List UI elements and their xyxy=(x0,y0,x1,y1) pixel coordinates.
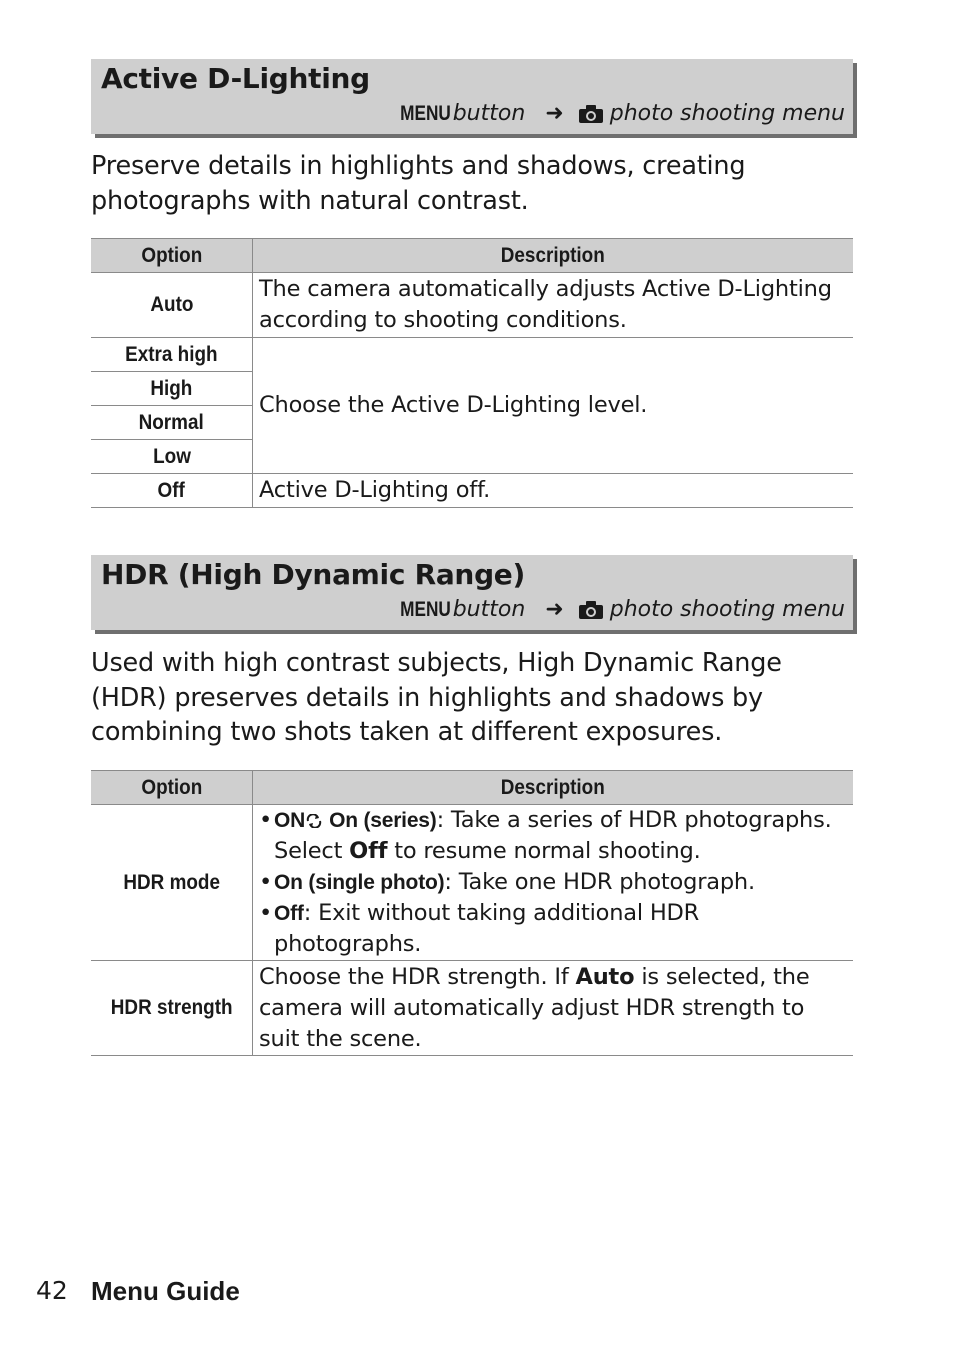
option-label: Normal xyxy=(138,410,205,434)
column-header-option xyxy=(91,771,253,805)
bullet-text: : Exit without taking additional HDR photographs. xyxy=(274,900,700,957)
section-header-active-d-lighting xyxy=(91,59,853,134)
table-row xyxy=(91,474,853,508)
column-header-description xyxy=(253,771,854,805)
table-row xyxy=(91,273,853,338)
list-item xyxy=(259,867,847,898)
table-row xyxy=(91,961,853,1056)
bullet-continuation-end: to resume normal shooting. xyxy=(387,838,701,864)
menu-path-menu-name: photo shooting menu xyxy=(609,597,845,622)
description-text: Choose the HDR strength. If xyxy=(259,963,576,990)
bullet-list xyxy=(259,805,847,960)
bullet-term: On (series) xyxy=(329,809,437,832)
menu-path-button-text: button xyxy=(452,597,526,622)
bullet-text: : Take one HDR photograph. xyxy=(444,869,755,895)
column-header-option xyxy=(91,239,253,273)
column-header-description-label: Description xyxy=(501,775,605,799)
table-row xyxy=(91,338,853,372)
hdr-series-icon-text: ON xyxy=(274,809,306,832)
option-cell xyxy=(91,474,253,508)
description-cell: Active D-Lighting off. xyxy=(253,474,854,508)
column-header-description-label: Description xyxy=(501,243,605,267)
menu-button-icon: MENU xyxy=(400,101,451,125)
description-cell: Choose the Active D-Lighting level. xyxy=(253,338,854,474)
description-text-end: is selected, the camera will automatically adjust HDR strength to suit the scene. xyxy=(259,963,810,1052)
hdr-series-icon xyxy=(274,809,322,832)
list-item xyxy=(259,898,847,960)
option-cell xyxy=(91,372,253,406)
column-header-option-label: Option xyxy=(141,243,202,267)
section-title: HDR (High Dynamic Range) xyxy=(101,558,525,591)
option-label: Low xyxy=(152,444,191,468)
option-cell xyxy=(91,273,253,338)
option-label: Off xyxy=(157,478,186,502)
bullet-term: On (single photo) xyxy=(274,871,445,894)
option-cell xyxy=(91,805,253,961)
section-intro: Preserve details in highlights and shadows, creating photographs with natural contrast. xyxy=(91,151,746,216)
option-label: HDR strength xyxy=(110,996,233,1019)
option-label: Extra high xyxy=(125,342,218,366)
camera-icon xyxy=(578,600,604,620)
arrow-right-icon: ➜ xyxy=(545,101,564,126)
arrow-right-icon: ➜ xyxy=(545,597,564,622)
description-cell xyxy=(253,805,854,961)
description-cell xyxy=(253,961,854,1056)
option-label: High xyxy=(150,376,193,400)
menu-path xyxy=(389,597,845,622)
menu-button-icon: MENU xyxy=(400,597,451,621)
section-title: Active D-Lighting xyxy=(101,62,370,95)
bullet-continuation-bold: Off xyxy=(349,838,388,864)
column-header-option-label: Option xyxy=(141,775,202,799)
option-cell xyxy=(91,961,253,1056)
section-header-hdr xyxy=(91,555,853,630)
description-bold: Auto xyxy=(575,963,635,990)
column-header-description xyxy=(253,239,854,273)
list-item xyxy=(259,805,847,867)
section-intro: Used with high contrast subjects, High Dynamic Range (HDR) preserves details in highlights and shadows by combining two shots taken at different exposures. xyxy=(91,648,782,747)
menu-path-button-text: button xyxy=(452,101,526,126)
bullet-term: Off xyxy=(274,902,304,925)
option-cell xyxy=(91,440,253,474)
option-cell xyxy=(91,406,253,440)
option-label: Auto xyxy=(149,293,194,316)
bullet-continuation: Select xyxy=(274,838,350,864)
page-number: 42 xyxy=(36,1276,68,1305)
footer-section-title: Menu Guide xyxy=(91,1276,240,1306)
option-label: HDR mode xyxy=(123,870,220,894)
camera-icon xyxy=(578,104,604,124)
options-table-active-d-lighting xyxy=(91,238,853,508)
option-cell xyxy=(91,338,253,372)
table-row xyxy=(91,805,853,961)
menu-path-menu-name: photo shooting menu xyxy=(609,101,845,126)
description-cell: The camera automatically adjusts Active D-Lighting according to shooting conditions. xyxy=(253,273,854,338)
menu-path xyxy=(389,101,845,126)
options-table-hdr xyxy=(91,770,853,1056)
bullet-text: : Take a series of HDR photographs. xyxy=(436,807,832,833)
